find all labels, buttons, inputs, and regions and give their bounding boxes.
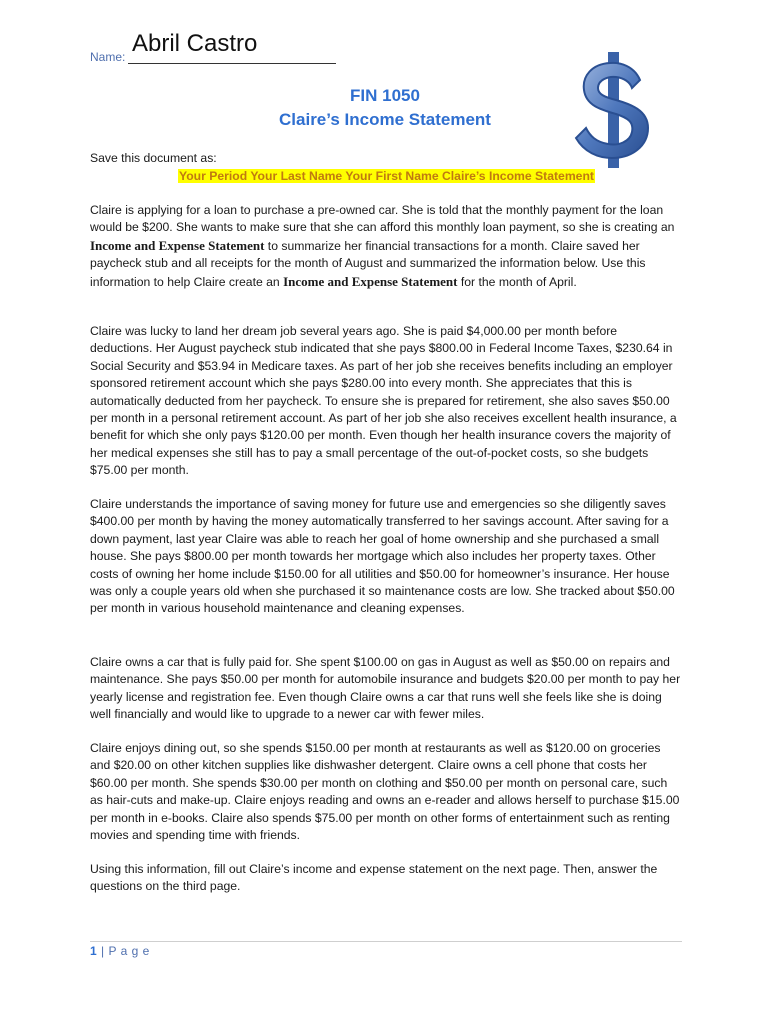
term-income-expense-statement: Income and Expense Statement [283,273,458,289]
name-label: Name: [90,50,126,64]
paragraph-intro-part: to summarize her financial transactions for a month. Claire saved her paycheck stub and all receipts for the month of August and summarized the information below. Use this information to help Claire create an [90,238,646,289]
paragraph-instructions: Using this information, fill out Claire’s income and expense statement on the next page. Then, answer the questions on the third page. [90,862,658,894]
paragraph-lifestyle: Claire enjoys dining out, so she spends $150.00 per month at restaurants as well as $120.00 on groceries and $20.00 on other kitchen supplies like dishwasher detergent. Claire owns a cell phone that costs her $60.00 per month. She spends $30.00 per month on clothing and $50.00 per month on personal care, such as hair-cuts and make-up. Claire enjoys reading and owns an e-reader and allows herself to purchase $15.00 per month in e-books. Claire also spends $75.00 per month on other forms of entertainment such as renting movies and spending time with friends. [90,741,680,843]
page-footer [90,944,150,958]
name-underline [128,63,336,64]
document-title: Claire’s Income Statement [279,110,491,129]
course-title: FIN 1050 [350,86,420,105]
footer-divider [90,941,682,942]
page-separator: | [101,944,105,958]
save-as-label: Save this document as: [90,151,217,165]
paragraph-car: Claire owns a car that is fully paid for. She spent $100.00 on gas in August as well as $50.00 on repairs and maintenance. She pays $50.00 per month for automobile insurance and budgets $20.00 per month to pay her yearly license and registration fee. Even though Claire owns a car that runs well she feels like she is doing well financially and would like to upgrade to a newer car with fewer miles. [90,655,681,722]
save-as-filename-wrap [178,167,595,185]
paragraph-intro-part: for the month of April. [457,274,577,289]
paragraph-job: Claire was lucky to land her dream job several years ago. She is paid $4,000.00 per month before deductions. Her August paycheck stub indicated that she pays $800.00 in Federal Income Taxes, $230.64 in Social Security and $53.94 in Medicare taxes. As part of her job she receives benefits including an employer sponsored retirement account which she pays $280.00 into every month. She appreciates that this is automatically deducted from her paycheck. To ensure she is prepared for retirement, she also saves $50.00 per month in a personal retirement account. As part of her job she also receives excellent health insurance, a benefit for which she only pays $120.00 per month. Even though her health insurance covers the majority of her medical expenses she still has to pay a small percentage of the out-of-pocket costs, so she budgets $75.00 per month. [90,324,677,478]
name-field-row [90,30,340,70]
page-label: P a g e [108,944,150,958]
page-number: 1 [90,944,98,958]
name-value[interactable]: Abril Castro [132,30,258,57]
paragraph-intro [90,202,682,291]
paragraph-intro-part: Claire is applying for a loan to purchase a pre-owned car. She is told that the monthly payment for the loan would be $200. She wants to make sure that she can afford this monthly loan payment, so she is creating an [90,203,675,235]
paragraph-savings-home: Claire understands the importance of saving money for future use and emergencies so she diligently saves $400.00 per month by having the money automatically transferred to her savings account. After saving for a down payment, last year Claire was able to reach her goal of home ownership and she purchased a small house. She pays $800.00 per month towards her mortgage which also includes her property taxes. Other costs of owning her home include $150.00 for all utilities and $50.00 for homeowner’s insurance. Her house was only a couple years old when she purchased it so maintenance costs are low. She tracked about $50.00 per month in various household maintenance and cleaning expenses. [90,497,675,616]
save-as-filename: Your Period Your Last Name Your First Name Claire’s Income Statement [179,169,594,183]
term-income-expense-statement: Income and Expense Statement [90,237,265,253]
